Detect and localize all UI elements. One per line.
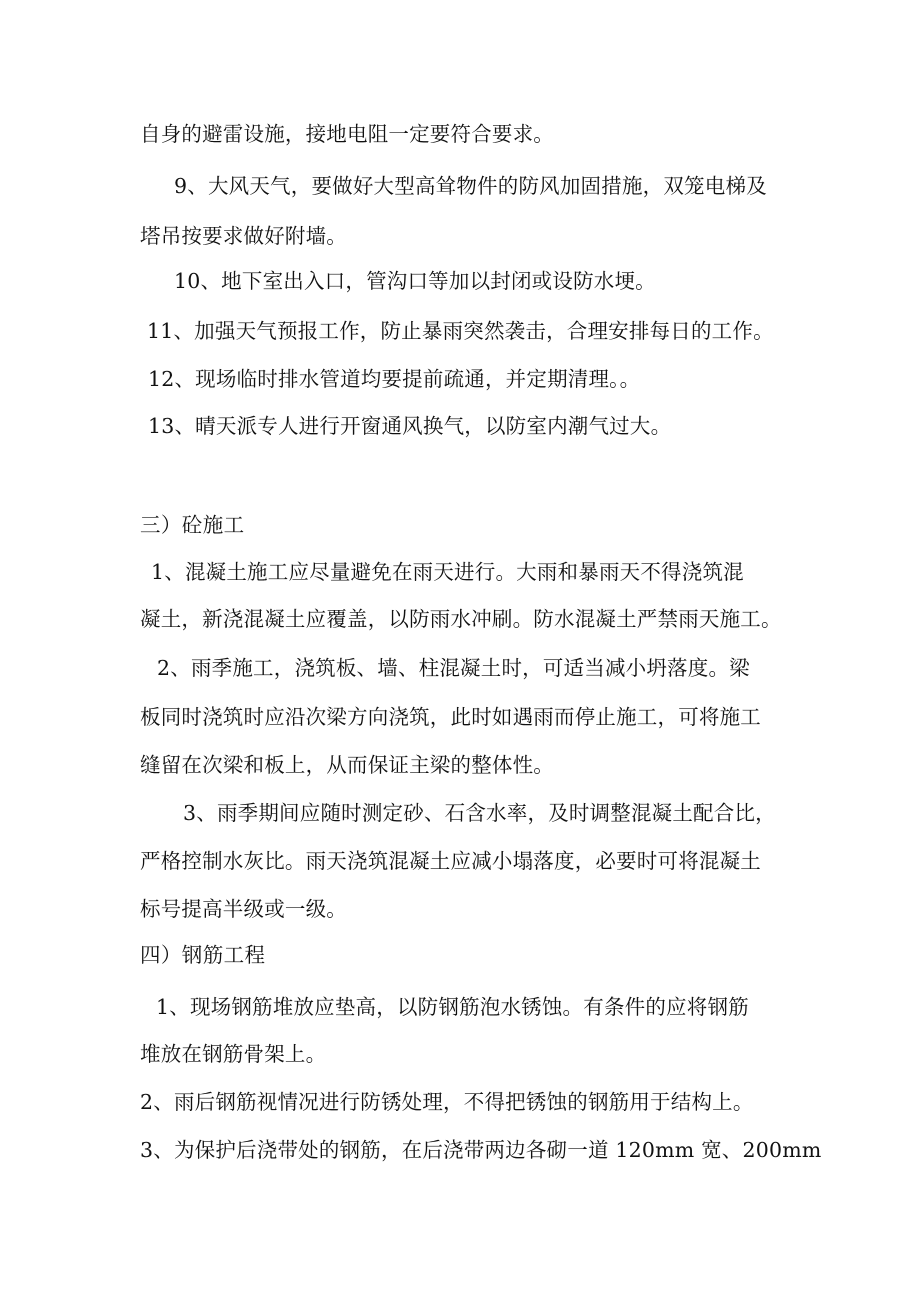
list-item-9: 9、大风天气，要做好大型高耸物件的防风加固措施，双笼电梯及 [174, 174, 767, 198]
list-item-rebar-2: 2、雨后钢筋视情况进行防锈处理，不得把锈蚀的钢筋用于结构上。 [140, 1090, 754, 1114]
list-item-rebar-3: 3、为保护后浇带处的钢筋，在后浇带两边各砌一道 120mm 宽、200mm [140, 1138, 822, 1162]
list-item-11: 11、加强天气预报工作，防止暴雨突然袭击，合理安排每日的工作。 [147, 319, 774, 343]
text-line: 标号提高半级或一级。 [140, 897, 347, 921]
list-item-rebar-1: 1、现场钢筋堆放应垫高，以防钢筋泡水锈蚀。有条件的应将钢筋 [156, 995, 749, 1019]
text-line: 堆放在钢筋骨架上。 [140, 1042, 327, 1066]
list-item-concrete-1: 1、混凝土施工应尽量避免在雨天进行。大雨和暴雨天不得浇筑混 [151, 560, 744, 584]
text-line: 缝留在次梁和板上，从而保证主梁的整体性。 [140, 753, 554, 777]
text-line: 自身的避雷设施，接地电阻一定要符合要求。 [140, 122, 554, 146]
text-line: 板同时浇筑时应沿次梁方向浇筑，此时如遇雨而停止施工，可将施工 [140, 705, 761, 729]
section-heading-concrete: 三）砼施工 [140, 513, 245, 537]
list-item-10: 10、地下室出入口，管沟口等加以封闭或设防水埂。 [174, 269, 656, 293]
list-item-concrete-2: 2、雨季施工，浇筑板、墙、柱混凝土时，可适当减小坍落度。梁 [157, 656, 750, 680]
list-item-13: 13、晴天派专人进行开窗通风换气，以防室内潮气过大。 [148, 414, 672, 438]
section-heading-rebar: 四）钢筋工程 [140, 943, 266, 967]
text-line: 凝土，新浇混凝土应覆盖，以防雨水冲刷。防水混凝土严禁雨天施工。 [140, 607, 782, 631]
text-line: 塔吊按要求做好附墙。 [140, 224, 347, 248]
list-item-concrete-3: 3、雨季期间应随时测定砂、石含水率，及时调整混凝土配合比， [183, 801, 776, 825]
text-line: 严格控制水灰比。雨天浇筑混凝土应减小塌落度，必要时可将混凝土 [140, 849, 761, 873]
list-item-12: 12、现场临时排水管道均要提前疏通，并定期清理。。 [148, 367, 641, 391]
